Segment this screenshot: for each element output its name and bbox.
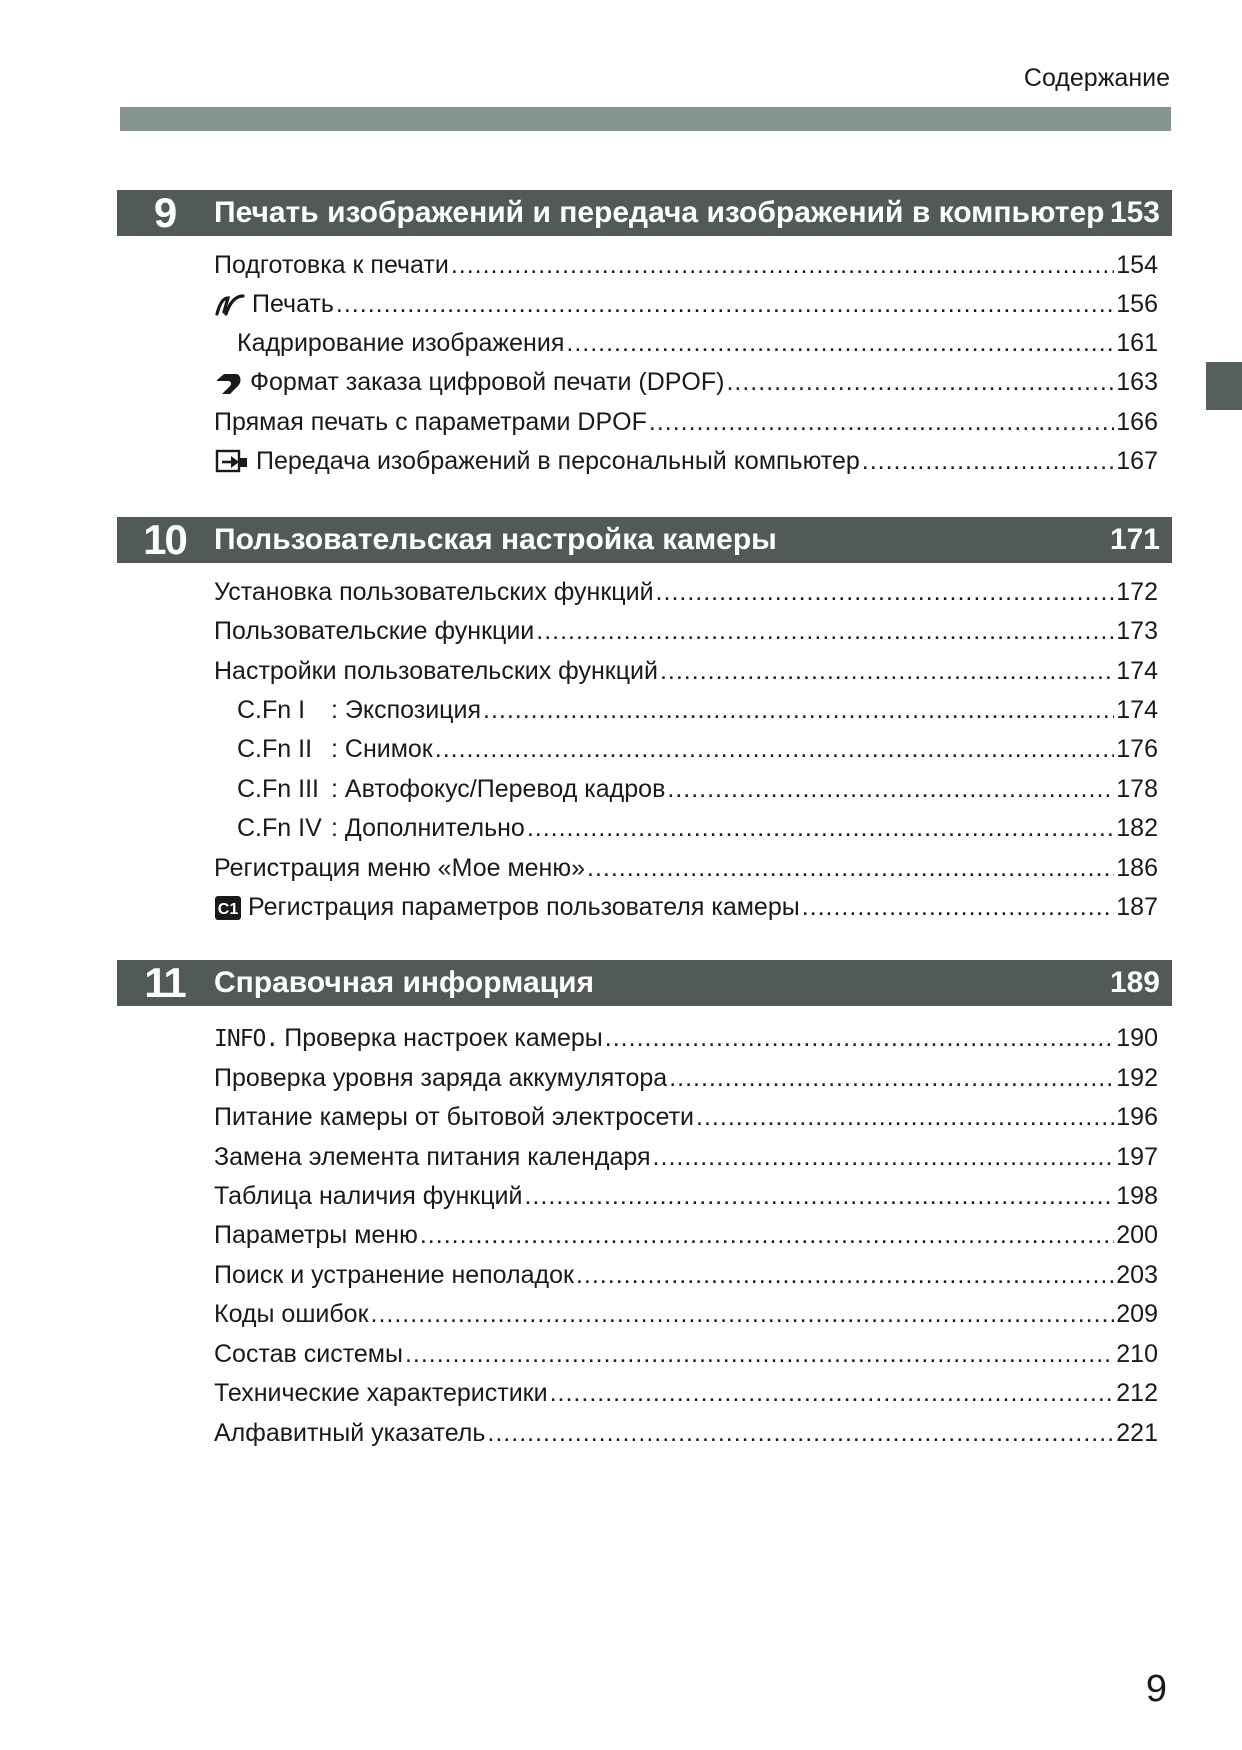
toc-entry-label: : Экспозиция bbox=[331, 696, 481, 724]
toc-entry-label: Таблица наличия функций bbox=[214, 1182, 523, 1210]
toc-entry[interactable] bbox=[214, 1216, 1158, 1254]
toc-entry-label: Проверка настроек камеры bbox=[284, 1024, 603, 1052]
leader-dots bbox=[371, 1295, 1115, 1333]
leader-dots bbox=[524, 1177, 1114, 1215]
dpof-icon bbox=[214, 370, 244, 396]
toc-entry-page: 166 bbox=[1116, 408, 1158, 436]
toc-entry-page: 198 bbox=[1116, 1182, 1158, 1210]
leader-dots bbox=[483, 691, 1114, 729]
toc-entry-label: Пользовательские функции bbox=[214, 617, 535, 645]
chapter-title: Пользовательская настройка камеры bbox=[214, 523, 777, 556]
toc-entry-page: 178 bbox=[1116, 775, 1158, 803]
toc-entry-page: 212 bbox=[1116, 1379, 1158, 1407]
toc-entry-label: Настройки пользовательских функций bbox=[214, 657, 658, 685]
toc-entry-page: 174 bbox=[1116, 657, 1158, 685]
cfn-code: C.Fn II bbox=[237, 735, 313, 763]
toc-entry-page: 176 bbox=[1116, 735, 1158, 763]
toc-entry-label: Замена элемента питания календаря bbox=[214, 1143, 651, 1171]
toc-entry-page: 197 bbox=[1116, 1143, 1158, 1171]
toc-entry[interactable] bbox=[214, 888, 1158, 926]
toc-entry-label: Печать bbox=[252, 290, 334, 318]
toc-entry-label: Поиск и устранение неполадок bbox=[214, 1261, 574, 1289]
toc-entry-page: 174 bbox=[1116, 696, 1158, 724]
toc-entry[interactable] bbox=[214, 442, 1158, 480]
leader-dots bbox=[420, 1216, 1114, 1254]
toc-entry[interactable] bbox=[214, 285, 1158, 323]
leader-dots bbox=[862, 442, 1115, 480]
leader-dots bbox=[536, 612, 1114, 650]
toc-entry[interactable] bbox=[214, 1256, 1158, 1294]
toc-entry-label: Питание камеры от бытовой электросети bbox=[214, 1103, 695, 1131]
toc-entry[interactable] bbox=[237, 809, 1158, 847]
leader-dots bbox=[435, 730, 1115, 768]
toc-entry-page: 200 bbox=[1116, 1221, 1158, 1249]
toc-entry[interactable] bbox=[214, 1138, 1158, 1176]
toc-entry[interactable] bbox=[214, 1414, 1158, 1452]
leader-dots bbox=[527, 809, 1114, 847]
toc-entry-page: 182 bbox=[1116, 814, 1158, 842]
toc-entry-page: 167 bbox=[1116, 447, 1158, 475]
toc-entry[interactable] bbox=[214, 652, 1158, 690]
leader-dots bbox=[660, 652, 1114, 690]
toc-entry-label: Прямая печать с параметрами DPOF bbox=[214, 408, 647, 436]
leader-dots bbox=[587, 849, 1114, 887]
leader-dots bbox=[566, 324, 1114, 362]
leader-dots bbox=[576, 1256, 1114, 1294]
toc-entry-page: 192 bbox=[1116, 1064, 1158, 1092]
toc-entry[interactable] bbox=[214, 612, 1158, 650]
toc-entry[interactable] bbox=[237, 730, 1158, 768]
toc-entry-page: 190 bbox=[1116, 1024, 1158, 1052]
toc-entry-page: 156 bbox=[1116, 290, 1158, 318]
chapter-9-header bbox=[117, 190, 1172, 236]
chapter-title: Печать изображений и передача изображений в компьютер bbox=[214, 196, 1105, 229]
leader-dots bbox=[653, 1138, 1115, 1176]
cfn-code: C.Fn IV bbox=[237, 814, 322, 842]
toc-entry-page: 196 bbox=[1116, 1103, 1158, 1131]
header-bar bbox=[120, 107, 1171, 131]
toc-entry-page: 154 bbox=[1116, 251, 1158, 279]
toc-entry[interactable] bbox=[214, 246, 1158, 284]
toc-entry-label: Регистрация параметров пользователя камеры bbox=[248, 893, 800, 921]
toc-entry[interactable] bbox=[214, 403, 1158, 441]
chapter-number: 9 bbox=[153, 189, 176, 236]
leader-dots bbox=[336, 285, 1114, 323]
toc-entry-page: 161 bbox=[1116, 329, 1158, 357]
toc-entry-label: Проверка уровня заряда аккумулятора bbox=[214, 1064, 668, 1092]
chapter-number: 11 bbox=[144, 959, 185, 1006]
toc-entry-label: Алфавитный указатель bbox=[214, 1419, 486, 1447]
toc-entry[interactable] bbox=[214, 1374, 1158, 1412]
chapter-11-header bbox=[117, 960, 1172, 1006]
toc-entry-label: Кадрирование изображения bbox=[237, 329, 565, 357]
leader-dots bbox=[802, 888, 1115, 926]
toc-entry[interactable] bbox=[214, 1019, 1158, 1057]
toc-entry-page: 187 bbox=[1116, 893, 1158, 921]
toc-entry-page: 221 bbox=[1116, 1419, 1158, 1447]
cfn-code: C.Fn III bbox=[237, 775, 319, 803]
page-number: 9 bbox=[1145, 1668, 1167, 1710]
running-head: Содержание bbox=[1023, 64, 1170, 92]
toc-entry-page: 163 bbox=[1116, 368, 1158, 396]
c1-icon-text: C1 bbox=[217, 901, 239, 919]
leader-dots bbox=[726, 363, 1114, 401]
toc-entry[interactable] bbox=[214, 1335, 1158, 1373]
toc-entry[interactable] bbox=[237, 324, 1158, 362]
toc-entry-label: : Автофокус/Перевод кадров bbox=[331, 775, 666, 803]
chapter-page: 171 bbox=[1109, 523, 1160, 556]
toc-entry-label: Формат заказа цифровой печати (DPOF) bbox=[250, 368, 725, 396]
leader-dots bbox=[669, 1059, 1114, 1097]
toc-entry-page: 210 bbox=[1116, 1340, 1158, 1368]
leader-dots bbox=[487, 1414, 1114, 1452]
toc-entry-page: 173 bbox=[1116, 617, 1158, 645]
toc-entry-label: Состав системы bbox=[214, 1340, 403, 1368]
leader-dots bbox=[696, 1098, 1114, 1136]
chapter-10-header bbox=[117, 517, 1172, 563]
transfer-icon bbox=[214, 448, 250, 476]
toc-entry-label: Технические характеристики bbox=[214, 1379, 548, 1407]
toc-entry-label: Установка пользовательских функций bbox=[214, 578, 654, 606]
toc-entry-page: 203 bbox=[1116, 1261, 1158, 1289]
chapter-number: 10 bbox=[143, 516, 186, 563]
toc-entry[interactable] bbox=[214, 1098, 1158, 1136]
chapter-page: 153 bbox=[1109, 196, 1160, 229]
leader-dots bbox=[667, 770, 1114, 808]
cfn-code: C.Fn I bbox=[237, 696, 306, 724]
toc-entry-label: Передача изображений в персональный компьютер bbox=[256, 447, 860, 475]
leader-dots bbox=[405, 1335, 1114, 1373]
toc-entry-label: Коды ошибок bbox=[214, 1300, 369, 1328]
chapter-title: Справочная информация bbox=[214, 966, 595, 999]
toc-entry[interactable] bbox=[214, 1295, 1158, 1333]
toc-entry[interactable] bbox=[214, 1177, 1158, 1215]
toc-entry[interactable] bbox=[237, 691, 1158, 729]
toc-entry[interactable] bbox=[237, 770, 1158, 808]
leader-dots bbox=[656, 573, 1115, 611]
toc-entry-label: : Снимок bbox=[331, 735, 433, 763]
c1-icon bbox=[214, 895, 242, 921]
leader-dots bbox=[451, 246, 1114, 284]
info-button-glyph: INFO. bbox=[214, 1026, 279, 1052]
leader-dots bbox=[649, 403, 1114, 441]
leader-dots bbox=[605, 1019, 1115, 1057]
toc-entry-label: Подготовка к печати bbox=[214, 251, 449, 279]
section-tab-marker bbox=[1206, 362, 1242, 410]
toc-entry[interactable] bbox=[214, 1059, 1158, 1097]
toc-entry[interactable] bbox=[214, 363, 1158, 401]
toc-entry[interactable] bbox=[214, 573, 1158, 611]
leader-dots bbox=[550, 1374, 1115, 1412]
print-icon bbox=[214, 292, 246, 318]
toc-entry-label: : Дополнительно bbox=[331, 814, 525, 842]
toc-entry-label: Регистрация меню «Мое меню» bbox=[214, 854, 585, 882]
chapter-page: 189 bbox=[1109, 966, 1160, 999]
toc-entry-page: 209 bbox=[1116, 1300, 1158, 1328]
toc-entry[interactable] bbox=[214, 849, 1158, 887]
toc-entry-page: 186 bbox=[1116, 854, 1158, 882]
toc-entry-label: Параметры меню bbox=[214, 1221, 418, 1249]
toc-entry-page: 172 bbox=[1116, 578, 1158, 606]
